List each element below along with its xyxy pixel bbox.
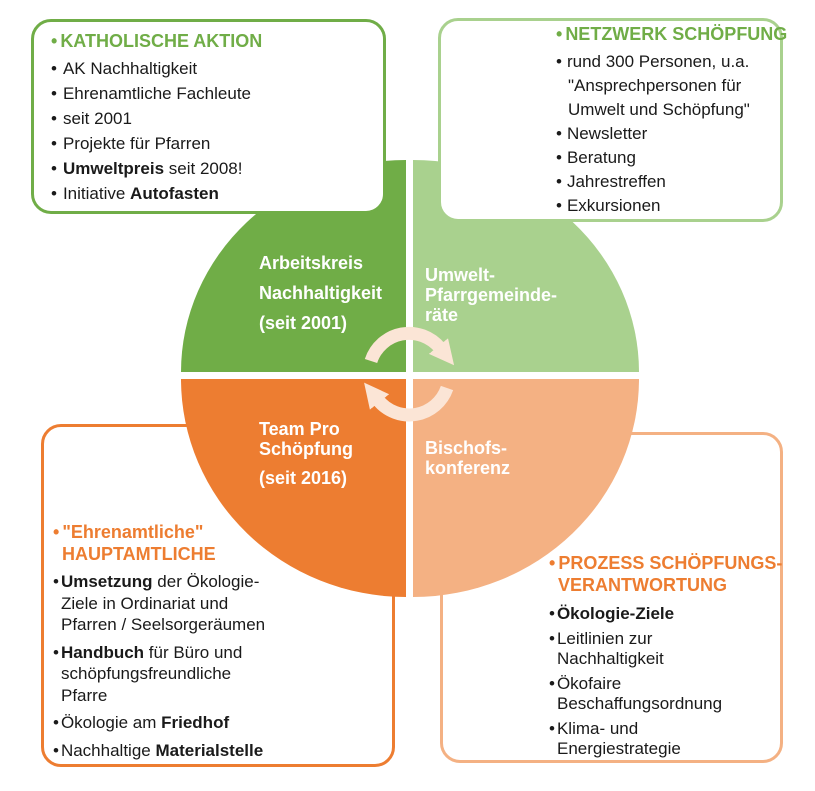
text-run-bold: Ökologie-Ziele [556,604,675,623]
text-run: PROZESS SCHÖPFUNGS- [558,553,783,573]
text-run: Exkursionen [566,196,661,215]
text-run: Initiative [62,184,131,203]
bullet-icon: • [549,629,555,648]
text-run: Leitlinien zur [556,629,653,648]
list-item [51,81,375,106]
list-item [556,170,772,194]
list-item [549,674,768,714]
text-run: "Ehrenamtliche" [62,522,204,542]
quadrant-label-line: Bischofs- [425,438,508,458]
list-item [549,719,768,759]
item-line: Energiestrategie [557,739,681,758]
bullet-icon: • [53,572,59,591]
quadrant-label-line: Team Pro [259,419,340,439]
list-item [549,629,768,669]
item-line [549,604,768,624]
text-run: für Büro und [144,642,243,662]
text-run: Jahrestreffen [566,172,666,191]
bullet-icon: • [53,713,59,732]
text-run: AK Nachhaltigkeit [62,59,198,78]
text-run: Nachhaltige [60,740,156,760]
bullet-icon: • [53,642,59,662]
item-list [556,50,772,218]
text-run: Beratung [566,148,636,167]
panel-title [556,23,788,45]
text-run: der Ökologie- [152,572,260,591]
bullet-icon: • [51,184,57,203]
quadrant-label-line: Pfarrgemeinde- [425,285,558,305]
quadrant-bischofskonferenz [413,379,639,597]
panel-title-line: HAUPTAMTLICHE [62,544,216,564]
text-run-bold: Autofasten [130,184,219,203]
item-line [53,642,314,664]
item-line [549,629,768,649]
list-item [53,740,314,762]
item-line: Pfarre [61,685,108,705]
bullet-icon: • [556,196,562,215]
item-list [549,604,768,759]
text-run: NETZWERK SCHÖPFUNG [565,24,788,44]
bullet-icon: • [556,52,562,71]
text-run: seit 2008! [164,159,243,178]
panel-netzwerk-schoepfung [438,18,788,222]
panel-katholische-aktion [31,19,386,214]
bullet-icon: • [51,109,57,128]
text-run: Ökofaire [556,674,622,693]
list-item [51,156,375,181]
item-line [53,740,314,762]
item-line [549,674,768,694]
bullet-icon: • [53,522,60,542]
list-item [556,146,772,170]
quadrant-label-line: Arbeitskreis [259,253,364,273]
panel-content [441,21,788,218]
text-run: seit 2001 [62,109,132,128]
quadrant-label-line: konferenz [425,458,511,478]
text-run: Ehrenamtliche Fachleute [62,84,251,103]
bullet-icon: • [549,719,555,738]
text-run-bold: Friedhof [161,713,230,732]
bullet-icon: • [556,24,563,44]
list-item [556,50,772,122]
bullet-icon: • [549,553,556,573]
panel-title-line: VERANTWORTUNG [558,575,727,595]
item-list [51,56,375,206]
text-run: Newsletter [566,124,648,143]
list-item [51,56,375,81]
bullet-icon: • [556,172,562,191]
text-run-bold: Umweltpreis [62,159,165,178]
item-list [53,571,314,761]
text-run: rund 300 Personen, u.a. "Ansprechpersonen für Umwelt und Schöpfung" [566,52,750,119]
item-line [549,719,768,739]
quadrant-label-line: räte [425,305,459,325]
bullet-icon: • [549,674,555,693]
list-item [51,131,375,156]
item-line: Beschaffungsordnung [557,694,723,713]
item-line: Ziele in Ordinariat und [61,593,229,613]
item-line: Pfarren / Seelsorgeräumen [61,615,266,634]
bullet-icon: • [53,740,59,760]
panel-content [34,22,383,206]
bullet-icon: • [556,124,562,143]
panel-title [51,30,375,53]
text-run: Ökologie am [60,713,162,732]
bullet-icon: • [51,159,57,178]
list-item [51,181,375,206]
list-item [51,106,375,131]
list-item [53,642,314,707]
quadrant-label-line: (seit 2001) [259,313,348,333]
bullet-icon: • [51,59,57,78]
list-item [549,604,768,624]
text-run: Klima- und [556,719,639,738]
text-run-bold: Umsetzung [60,572,153,591]
bullet-icon: • [549,604,555,623]
text-run: KATHOLISCHE AKTION [60,31,263,51]
bullet-icon: • [51,134,57,153]
text-run-bold: Materialstelle [155,740,264,760]
quadrant-label-line: Umwelt- [425,265,496,285]
list-item [556,122,772,146]
bullet-icon: • [51,84,57,103]
quadrant-label-line: (seit 2016) [259,468,348,488]
bullet-icon: • [556,148,562,167]
text-run-bold: Handbuch [60,642,145,662]
item-line: schöpfungsfreundliche [61,664,232,683]
quadrant-label-line: Schöpfung [259,439,353,459]
item-line [53,712,314,734]
quadrant-label-line: Nachhaltigkeit [259,283,383,303]
cycle-diagram [181,160,639,597]
list-item [556,194,772,218]
quadrant-team-pro-schoepfung [181,379,406,597]
bullet-icon: • [51,31,58,51]
list-item [53,712,314,734]
text-run: Projekte für Pfarren [62,134,211,153]
item-line: Nachhaltigkeit [557,649,664,668]
